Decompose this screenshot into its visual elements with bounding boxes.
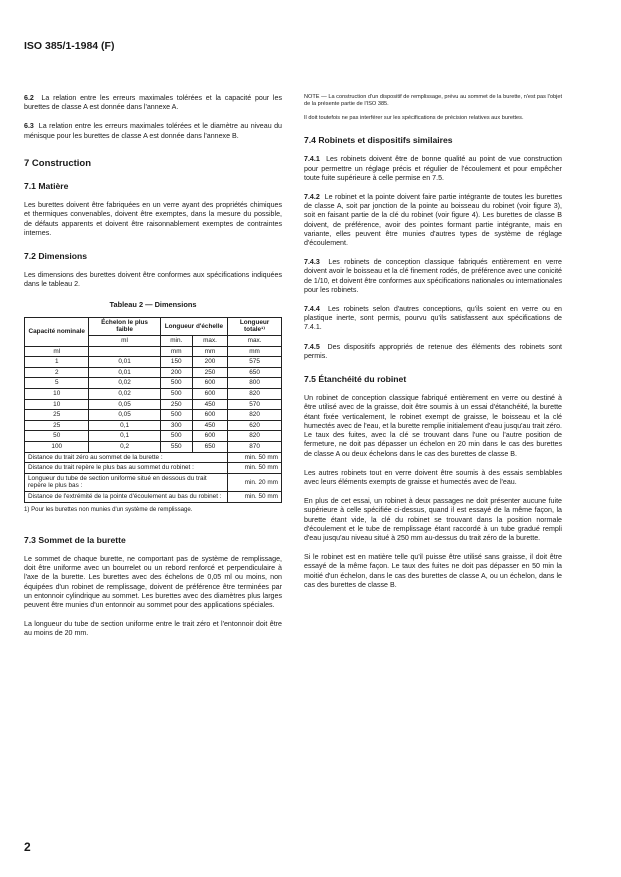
table-row <box>25 399 282 410</box>
table-cell: 450 <box>192 420 227 431</box>
unit-cell: max. <box>228 336 282 347</box>
section-7-4-1 <box>304 155 562 183</box>
section-number: 7.4.4 <box>304 305 320 314</box>
section-6-2 <box>24 94 282 112</box>
table-extra-row <box>25 473 282 491</box>
table-cell: 250 <box>192 367 227 378</box>
section-text: Les robinets selon d'autres conceptions, qu'ils soient en verre ou en plastique inerte, sont permis, pourvu qu'ils satisfassent aux spécifications de 7.4.1. <box>304 305 562 332</box>
table-cell: 25 <box>25 410 89 421</box>
table-cell: 100 <box>25 441 89 452</box>
table-cell: 300 <box>160 420 192 431</box>
table-footnote: 1) Pour les burettes non munies d'un système de remplissage. <box>24 505 193 513</box>
table-cell: 25 <box>25 420 89 431</box>
col-header-echelon: Échelon le plus faible <box>89 317 160 335</box>
section-7-4-4 <box>304 305 562 333</box>
unit-cell: mm <box>228 346 282 357</box>
right-column <box>304 94 562 600</box>
document-header: ISO 385/1-1984 (F) <box>24 40 115 52</box>
table-row <box>25 431 282 442</box>
paragraph-7-5-b: Les autres robinets tout en verre doivent être soumis à des essais semblables avec leurs éléments exempts de graisse et humectés avec de l'eau. <box>304 468 562 486</box>
table-cell: 0,02 <box>89 378 160 389</box>
unit-cell <box>89 346 160 357</box>
paragraph-7-2: Les dimensions des burettes doivent être conformes aux spécifications indiquées dans le tableau 2. <box>24 271 282 289</box>
table-cell: 620 <box>228 420 282 431</box>
table-cell: 650 <box>192 441 227 452</box>
extra-label: Longueur du tube de section uniforme situé en dessous du trait repère le plus bas : <box>25 473 228 491</box>
table-cell: 500 <box>160 431 192 442</box>
table-cell: 200 <box>192 357 227 368</box>
table-cell: 10 <box>25 389 89 400</box>
section-number: 7.4.1 <box>304 155 320 164</box>
paragraph-7-1: Les burettes doivent être fabriquées en un verre ayant des propriétés chimiques et thermiques convenables, doivent être exemptes, dans la mesure du possible, de défauts apparents et doivent être raisonnablement exemptes de contraintes internes. <box>24 201 282 237</box>
unit-cell: ml <box>25 346 89 357</box>
table-cell: 650 <box>228 367 282 378</box>
note-1: NOTE — La construction d'un dispositif de remplissage, prévu au sommet de la burette, n'est pas l'objet de la présente partie de l'ISO 385. <box>304 94 562 108</box>
extra-value: min. 50 mm <box>228 463 282 474</box>
unit-cell: mm <box>192 346 227 357</box>
table-cell: 550 <box>160 441 192 452</box>
section-number: 7.4.5 <box>304 342 320 351</box>
section-6-3 <box>24 122 282 140</box>
table-cell: 0,05 <box>89 399 160 410</box>
table-caption: Tableau 2 — Dimensions <box>109 299 197 309</box>
table-cell: 1 <box>25 357 89 368</box>
section-7-4-3 <box>304 258 562 295</box>
table-cell: 0,1 <box>89 431 160 442</box>
table-cell: 0,01 <box>89 367 160 378</box>
table-cell: 10 <box>25 399 89 410</box>
table-cell: 500 <box>160 378 192 389</box>
table-cell: 800 <box>228 378 282 389</box>
section-number: 6.3 <box>24 122 34 131</box>
heading-7-4-robinets: 7.4 Robinets et dispositifs similaires <box>304 135 453 146</box>
table-cell: 820 <box>228 431 282 442</box>
section-7-4-5 <box>304 343 562 361</box>
table-cell: 500 <box>160 410 192 421</box>
table-row <box>25 378 282 389</box>
table-cell: 5 <box>25 378 89 389</box>
extra-label: Distance du trait repère le plus bas au sommet du robinet : <box>25 463 228 474</box>
left-column <box>24 94 282 649</box>
heading-7-3-sommet: 7.3 Sommet de la burette <box>24 534 126 545</box>
table-cell: 2 <box>25 367 89 378</box>
extra-label: Distance de l'extrémité de la pointe d'écoulement au bas du robinet : <box>25 491 228 502</box>
section-7-4-2 <box>304 193 562 248</box>
extra-label: Distance du trait zéro au sommet de la burette : <box>25 452 228 463</box>
heading-7-5-etancheite: 7.5 Étanchéité du robinet <box>304 374 407 385</box>
table-cell: 500 <box>160 389 192 400</box>
section-text: La relation entre les erreurs maximales tolérées et la capacité pour les burettes de classe A est donnée dans l'annexe A. <box>24 94 282 112</box>
table-extra-row <box>25 452 282 463</box>
section-text: Des dispositifs appropriés de retenue des éléments des robinets sont permis. <box>304 342 562 360</box>
paragraph-7-5-a: Un robinet de conception classique fabriqué entièrement en verre ou destiné à être utilisé avec de la graisse, doit être soumis à un essai d'étanchéité, la burette étant fixée verticalement, le robinet exempt de graisse, le boisseau et la clé humectés avec de l'eau, et la burette remplie initialement d'eau jusqu'au trait zéro. Le taux des fuites, avec la clé se trouvant dans l'une ou l'autre position de fermeture, ne doit pas dépasser un échelon en 20 min dans le cas des burettes de classe A ou deux échelons dans le cas des burettes de classe B. <box>304 394 562 458</box>
page-number: 2 <box>24 840 31 854</box>
unit-cell: mm <box>160 346 192 357</box>
table-cell: 0,05 <box>89 410 160 421</box>
table-row <box>25 367 282 378</box>
unit-cell: ml <box>89 336 160 347</box>
paragraph-7-5-d: Si le robinet est en matière telle qu'il puisse être utilisé sans graisse, il doit être essayé de la même façon. Le taux des fuites ne doit pas dépasser en 50 min la moitié d'un échelon, dans le cas des burettes de classe A, ou un échelon, dans le cas des burettes de classe B. <box>304 553 562 589</box>
table-row <box>25 410 282 421</box>
table-cell: 575 <box>228 357 282 368</box>
section-text: Les robinets doivent être de bonne qualité au point de vue construction pour permettre un réglage précis et régulier de l'écoulement et pour empêcher toute fuite supérieure à celle permise en 7.5. <box>304 155 562 182</box>
table-cell: 820 <box>228 410 282 421</box>
table-cell: 870 <box>228 441 282 452</box>
table-row <box>25 389 282 400</box>
table-cell: 250 <box>160 399 192 410</box>
heading-7-construction: 7 Construction <box>24 157 92 169</box>
table-cell: 0,01 <box>89 357 160 368</box>
table-cell: 0,02 <box>89 389 160 400</box>
table-row <box>25 357 282 368</box>
table-cell: 150 <box>160 357 192 368</box>
table-cell: 0,1 <box>89 420 160 431</box>
col-header-longueur-totale: Longueur totale¹⁾ <box>228 317 282 335</box>
paragraph-7-3-a: Le sommet de chaque burette, ne comportant pas de système de remplissage, doit être uniforme avec un bourrelet ou un rebord renforcé et perpendiculaire à l'axe de la burette. Les burettes avec des échelons de 0,05 ml ou moins, non équipées d'un robinet de remplissage, doivent de préférence être terminées par un entonnoir cylindrique au sommet. Les burettes avec des diamètres plus larges peuvent être munies d'un entonnoir au sommet pour des applications spéciales. <box>24 554 282 609</box>
section-text: Les robinets de conception classique fabriqués entièrement en verre doivent avoir le boisseau et la clé finement rodés, de préférence avec une conicité de 1/10, et doivent être conformes aux spécifications nationales ou internationales pour les robinets. <box>304 258 562 294</box>
table-cell: 600 <box>192 431 227 442</box>
extra-value: min. 50 mm <box>228 452 282 463</box>
table-cell: 570 <box>228 399 282 410</box>
section-number: 7.4.2 <box>304 193 320 202</box>
heading-7-1-matiere: 7.1 Matière <box>24 181 69 192</box>
dimensions-table <box>24 317 282 503</box>
table-cell: 200 <box>160 367 192 378</box>
table-cell: 50 <box>25 431 89 442</box>
table-extra-row <box>25 463 282 474</box>
section-number: 6.2 <box>24 94 34 102</box>
table-cell: 0,2 <box>89 441 160 452</box>
col-header-longueur: Longueur d'échelle <box>160 317 227 335</box>
unit-cell: max. <box>192 336 227 347</box>
table-cell: 820 <box>228 389 282 400</box>
heading-7-2-dimensions: 7.2 Dimensions <box>24 251 88 262</box>
table-cell: 600 <box>192 389 227 400</box>
extra-value: min. 50 mm <box>228 491 282 502</box>
col-header-capacity: Capacité nominale <box>25 317 89 346</box>
table-cell: 450 <box>192 399 227 410</box>
table-extra-row <box>25 491 282 502</box>
extra-value: min. 20 mm <box>228 473 282 491</box>
section-text: La relation entre les erreurs maximales tolérées et le diamètre au niveau du ménisque pour les burettes de classe A est donnée dans l'annexe B. <box>24 122 282 140</box>
note-2: Il doit toutefois ne pas interférer sur les spécifications de précision relatives aux burettes. <box>304 114 524 121</box>
table-row <box>25 420 282 431</box>
table-row <box>25 441 282 452</box>
section-text: Le robinet et la pointe doivent faire partie intégrante de toutes les burettes de classe A, soit par jonction de la pointe au boisseau du robinet (voir figure 3), soit en faisant partie de la clé du robinet (voir figure 4). Les burettes de classe B doivent, de préférence, avoir des pointes formant partie intégrante, mais en variante, elles peuvent être munies d'autres types de système de réglage d'écoulement. <box>304 193 562 248</box>
section-number: 7.4.3 <box>304 258 320 267</box>
table-cell: 600 <box>192 378 227 389</box>
table-cell: 600 <box>192 410 227 421</box>
unit-cell: min. <box>160 336 192 347</box>
paragraph-7-3-b: La longueur du tube de section uniforme entre le trait zéro et l'entonnoir doit être au moins de 20 mm. <box>24 620 282 638</box>
paragraph-7-5-c: En plus de cet essai, un robinet à deux passages ne doit présenter aucune fuite supérieure à celle spécifiée ci-dessus, quand il est essayé de la même façon, la burette étant vide, la clé du robinet se trouvant dans la position normale d'écoulement et le tube de remplissage étant raccordé à un tube gradué rempli d'eau jusqu'au niveau situé à 250 mm au-dessus du trait zéro de la burette. <box>304 497 562 542</box>
